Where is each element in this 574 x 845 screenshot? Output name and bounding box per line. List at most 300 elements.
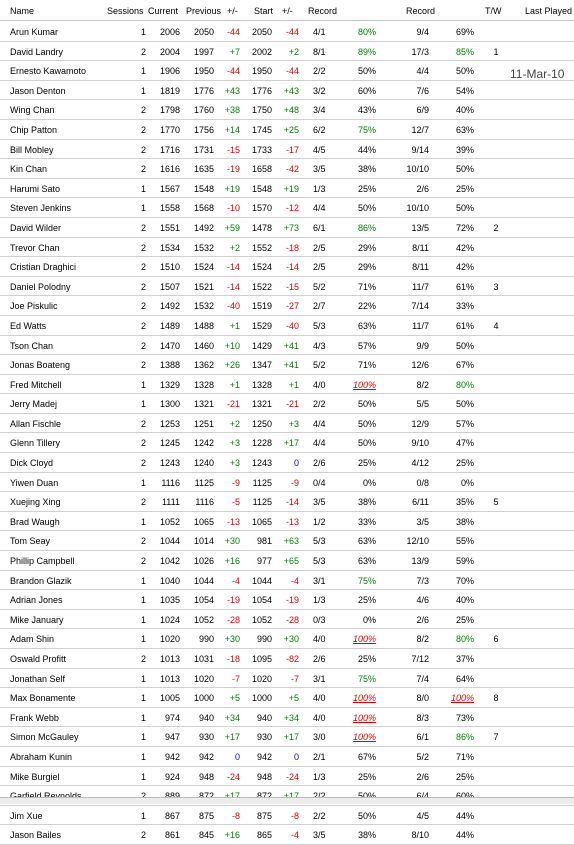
- delta-start-cell: -40: [285, 320, 299, 331]
- current-rating-cell: 1534: [159, 242, 180, 253]
- table-row[interactable]: [0, 649, 574, 669]
- previous-rating-cell: 1731: [193, 144, 214, 155]
- current-rating-cell: 1116: [161, 477, 180, 488]
- sessions-cell: 1: [140, 399, 146, 410]
- overall-pct-cell: 33%: [455, 301, 474, 312]
- overall-record-cell: 8/3: [416, 712, 429, 723]
- start-rating-cell: 1243: [251, 458, 272, 469]
- session-record-cell: 0/4: [313, 477, 326, 488]
- overall-pct-cell: 25%: [455, 458, 474, 469]
- overall-record-cell: 7/14: [411, 301, 429, 312]
- player-name: Jason Denton: [10, 85, 66, 96]
- overall-record-cell: 3/5: [416, 516, 429, 527]
- session-record-cell: 3/4: [313, 105, 326, 116]
- start-rating-cell: 1519: [251, 301, 272, 312]
- previous-rating-cell: 1460: [193, 340, 214, 351]
- delta-previous-cell: -21: [226, 399, 240, 410]
- sessions-cell: 1: [140, 732, 146, 743]
- overall-pct-cell: 57%: [455, 418, 474, 429]
- delta-start-cell: +73: [283, 222, 299, 233]
- current-rating-cell: 1024: [159, 614, 180, 625]
- overall-record-cell: 17/3: [411, 46, 429, 57]
- session-record-cell: 5/3: [313, 536, 326, 547]
- session-record-cell: 2/2: [313, 399, 326, 410]
- overall-pct-cell: 25%: [455, 183, 474, 194]
- overall-record-cell: 7/4: [416, 673, 429, 684]
- table-row[interactable]: [0, 571, 574, 591]
- table-row[interactable]: [0, 81, 574, 101]
- session-pct-cell: 75%: [357, 124, 376, 135]
- overall-record-cell: 4/6: [416, 595, 429, 606]
- session-record-cell: 3/5: [313, 497, 326, 508]
- col-record1[interactable]: Record: [308, 6, 338, 16]
- previous-rating-cell: 1492: [193, 222, 214, 233]
- delta-start-cell: -17: [285, 144, 299, 155]
- delta-start-cell: +63: [283, 536, 299, 547]
- player-name: Tom Seay: [10, 536, 51, 547]
- player-name: Allan Fischle: [10, 418, 62, 429]
- overall-record-cell: 4/4: [416, 66, 429, 77]
- delta-previous-cell: -19: [226, 595, 240, 606]
- table-row[interactable]: [0, 414, 574, 434]
- tw-cell: 4: [493, 320, 499, 331]
- overall-pct-cell: 73%: [455, 712, 474, 723]
- table-row[interactable]: [0, 551, 574, 571]
- previous-rating-cell: 1052: [193, 614, 214, 625]
- col-previous[interactable]: Previous: [186, 6, 222, 16]
- table-row[interactable]: [0, 375, 574, 395]
- overall-record-cell: 2/6: [416, 614, 429, 625]
- delta-previous-cell: +14: [224, 124, 240, 135]
- session-record-cell: 3/0: [313, 732, 326, 743]
- start-rating-cell: 865: [256, 830, 272, 841]
- overall-pct-cell: 40%: [455, 595, 474, 606]
- tw-cell: 8: [493, 693, 499, 704]
- overall-pct-cell: 80%: [455, 379, 474, 390]
- table-row[interactable]: [0, 512, 574, 532]
- current-rating-cell: 942: [164, 751, 180, 762]
- overall-pct-cell: 54%: [455, 85, 474, 96]
- overall-record-cell: 12/10: [406, 536, 429, 547]
- table-row[interactable]: [0, 22, 574, 42]
- session-pct-cell: 71%: [357, 360, 376, 371]
- player-name: Trevor Chan: [10, 242, 60, 253]
- delta-previous-cell: +17: [224, 732, 240, 743]
- current-rating-cell: 1567: [159, 183, 180, 194]
- overall-record-cell: 5/2: [416, 751, 429, 762]
- table-row[interactable]: [0, 825, 574, 845]
- table-row[interactable]: [0, 669, 574, 689]
- previous-rating-cell: 1125: [194, 477, 214, 488]
- previous-rating-cell: 1568: [193, 203, 214, 214]
- overall-pct-cell: 69%: [455, 27, 474, 37]
- table-row[interactable]: [0, 100, 574, 120]
- current-rating-cell: 1819: [159, 85, 180, 96]
- table-body: [0, 22, 574, 845]
- session-record-cell: 5/2: [313, 281, 326, 292]
- overall-record-cell: 2/6: [416, 771, 429, 782]
- previous-rating-cell: 1031: [193, 654, 214, 664]
- session-record-cell: 4/1: [313, 27, 326, 37]
- start-rating-cell: 1478: [251, 222, 272, 233]
- start-rating-cell: 1658: [251, 164, 272, 175]
- current-rating-cell: 1245: [159, 438, 180, 449]
- start-rating-cell: 1745: [251, 124, 272, 135]
- col-delta1[interactable]: +/-: [227, 6, 238, 16]
- current-rating-cell: 1040: [159, 575, 180, 586]
- overall-record-cell: 12/9: [411, 418, 429, 429]
- delta-previous-cell: +30: [224, 536, 240, 547]
- sessions-cell: 1: [140, 203, 146, 214]
- session-record-cell: 1/3: [313, 595, 326, 606]
- delta-start-cell: +48: [283, 105, 299, 116]
- overall-record-cell: 10/10: [406, 164, 429, 175]
- table-row[interactable]: [0, 277, 574, 297]
- table-row[interactable]: [0, 629, 574, 649]
- table-row[interactable]: [0, 257, 574, 277]
- table-row[interactable]: [0, 473, 574, 493]
- overall-pct-cell: 44%: [455, 810, 474, 821]
- sessions-cell: 1: [140, 183, 146, 194]
- overall-record-cell: 8/11: [412, 262, 429, 273]
- delta-previous-cell: +16: [224, 830, 240, 841]
- table-row[interactable]: [0, 806, 574, 826]
- overall-pct-cell: 80%: [455, 634, 474, 645]
- previous-rating-cell: 1116: [195, 497, 214, 508]
- overall-record-cell: 9/9: [416, 340, 429, 351]
- session-record-cell: 6/2: [313, 124, 326, 135]
- player-name: Frank Webb: [10, 712, 59, 723]
- delta-start-cell: -27: [285, 301, 299, 312]
- session-pct-cell: 22%: [357, 301, 376, 312]
- table-row[interactable]: [0, 453, 574, 473]
- previous-rating-cell: 1020: [193, 673, 214, 684]
- previous-rating-cell: 1054: [193, 595, 214, 606]
- table-row[interactable]: [0, 492, 574, 512]
- previous-rating-cell: 1044: [193, 575, 214, 586]
- table-row[interactable]: [0, 238, 574, 258]
- session-pct-cell: 50%: [357, 203, 376, 214]
- delta-previous-cell: +16: [224, 556, 240, 567]
- overall-pct-cell: 40%: [455, 105, 474, 116]
- current-rating-cell: 1470: [159, 340, 180, 351]
- overall-pct-cell: 50%: [455, 66, 474, 77]
- session-pct-cell: 50%: [357, 399, 376, 410]
- current-rating-cell: 1042: [159, 556, 180, 567]
- delta-start-cell: -13: [285, 516, 299, 527]
- previous-rating-cell: 990: [198, 634, 214, 645]
- current-rating-cell: 2004: [159, 46, 180, 57]
- player-name: Daniel Polodny: [10, 281, 71, 292]
- tw-cell: 2: [493, 222, 499, 233]
- delta-previous-cell: +34: [224, 712, 240, 723]
- session-pct-cell: 50%: [357, 66, 376, 77]
- start-rating-cell: 1125: [252, 497, 272, 508]
- session-record-cell: 2/7: [313, 301, 326, 312]
- player-name: Tson Chan: [10, 340, 54, 351]
- table-row[interactable]: [0, 394, 574, 414]
- current-rating-cell: 1035: [159, 595, 180, 606]
- sessions-cell: 2: [140, 262, 146, 273]
- start-rating-cell: 2002: [251, 46, 272, 57]
- player-name: Yiwen Duan: [10, 477, 59, 488]
- player-name: Mike January: [10, 614, 64, 625]
- delta-previous-cell: +38: [224, 105, 240, 116]
- delta-start-cell: -24: [285, 771, 299, 782]
- sessions-cell: 2: [140, 497, 146, 508]
- sessions-cell: 1: [140, 810, 146, 821]
- start-rating-cell: 1522: [251, 281, 272, 292]
- start-rating-cell: 1776: [251, 85, 272, 96]
- start-rating-cell: 1529: [251, 320, 272, 331]
- current-rating-cell: 1510: [159, 262, 180, 273]
- sessions-cell: 2: [140, 222, 146, 233]
- previous-rating-cell: 942: [198, 751, 214, 762]
- table-row[interactable]: [0, 140, 574, 160]
- session-pct-cell: 100%: [352, 712, 376, 723]
- overall-pct-cell: 44%: [455, 830, 474, 841]
- table-row[interactable]: [0, 296, 574, 316]
- start-rating-cell: 990: [256, 634, 272, 645]
- previous-rating-cell: 1240: [193, 458, 214, 469]
- overall-pct-cell: 61%: [455, 320, 474, 331]
- delta-previous-cell: +10: [224, 340, 240, 351]
- delta-start-cell: -28: [285, 614, 299, 625]
- delta-previous-cell: +2: [229, 418, 240, 429]
- delta-previous-cell: +5: [229, 693, 240, 704]
- session-pct-cell: 38%: [357, 830, 376, 841]
- session-record-cell: 5/3: [313, 320, 326, 331]
- overall-pct-cell: 72%: [455, 222, 474, 233]
- player-name: Mike Burgiel: [10, 771, 60, 782]
- col-name[interactable]: Name: [10, 6, 35, 16]
- col-sessions[interactable]: Sessions: [107, 6, 144, 16]
- session-record-cell: 1/3: [313, 771, 326, 782]
- sessions-cell: 1: [140, 614, 146, 625]
- player-name: Joe Piskulic: [10, 301, 58, 312]
- session-pct-cell: 60%: [357, 85, 376, 96]
- session-record-cell: 3/5: [313, 164, 326, 175]
- sessions-cell: 1: [140, 693, 146, 704]
- table-row[interactable]: [0, 42, 574, 62]
- delta-start-cell: -14: [285, 497, 299, 508]
- col-last-played[interactable]: Last Played: [525, 6, 573, 16]
- session-pct-cell: 63%: [357, 536, 376, 547]
- col-current[interactable]: Current: [148, 6, 179, 16]
- sessions-cell: 1: [140, 673, 146, 684]
- session-record-cell: 4/4: [313, 438, 326, 449]
- table-row[interactable]: [0, 531, 574, 551]
- session-pct-cell: 57%: [357, 340, 376, 351]
- overall-pct-cell: 39%: [455, 144, 474, 155]
- delta-previous-cell: +2: [229, 242, 240, 253]
- session-pct-cell: 67%: [357, 751, 376, 762]
- delta-previous-cell: +30: [224, 634, 240, 645]
- table-row[interactable]: [0, 198, 574, 218]
- table-row[interactable]: [0, 61, 574, 81]
- previous-rating-cell: 1756: [193, 124, 214, 135]
- session-record-cell: 3/1: [313, 673, 326, 684]
- player-name: Chip Patton: [10, 124, 58, 135]
- table-row[interactable]: [0, 218, 574, 238]
- session-pct-cell: 29%: [357, 242, 376, 253]
- session-record-cell: 2/6: [313, 458, 326, 469]
- session-record-cell: 2/1: [313, 751, 326, 762]
- overall-pct-cell: 55%: [455, 536, 474, 547]
- session-record-cell: 0/3: [313, 614, 326, 625]
- start-rating-cell: 1250: [251, 418, 272, 429]
- col-record2[interactable]: Record: [406, 6, 436, 16]
- start-rating-cell: 930: [256, 732, 272, 743]
- sessions-cell: 2: [140, 458, 146, 469]
- previous-rating-cell: 1488: [193, 320, 214, 331]
- overall-record-cell: 7/12: [411, 654, 429, 664]
- session-pct-cell: 50%: [357, 438, 376, 449]
- sessions-cell: 1: [140, 379, 146, 390]
- table-row[interactable]: [0, 727, 574, 747]
- session-pct-cell: 43%: [357, 105, 376, 116]
- table-row[interactable]: [0, 159, 574, 179]
- overall-pct-cell: 38%: [455, 516, 474, 527]
- session-pct-cell: 100%: [352, 732, 376, 743]
- player-name: Arun Kumar: [10, 27, 59, 37]
- delta-previous-cell: -10: [226, 203, 240, 214]
- overall-pct-cell: 25%: [455, 771, 474, 782]
- current-rating-cell: 1052: [159, 516, 180, 527]
- current-rating-cell: 2006: [159, 27, 180, 37]
- start-rating-cell: 977: [256, 556, 272, 567]
- current-rating-cell: 1558: [159, 203, 180, 214]
- previous-rating-cell: 930: [198, 732, 214, 743]
- col-start[interactable]: Start: [254, 6, 274, 16]
- current-rating-cell: 1716: [159, 144, 180, 155]
- start-rating-cell: 1095: [251, 654, 272, 664]
- delta-previous-cell: +3: [229, 458, 240, 469]
- delta-start-cell: -42: [285, 164, 299, 175]
- overall-pct-cell: 64%: [455, 673, 474, 684]
- delta-start-cell: -9: [290, 477, 299, 488]
- current-rating-cell: 1329: [159, 379, 180, 390]
- overall-pct-cell: 86%: [455, 732, 474, 743]
- previous-rating-cell: 1997: [193, 46, 214, 57]
- start-rating-cell: 1044: [251, 575, 272, 586]
- delta-start-cell: +3: [288, 418, 299, 429]
- sessions-cell: 2: [140, 242, 146, 253]
- player-name: Jim Xue: [10, 810, 43, 821]
- table-row[interactable]: [0, 433, 574, 453]
- player-name: Brad Waugh: [10, 516, 60, 527]
- overall-record-cell: 8/10: [411, 830, 429, 841]
- table-row[interactable]: [0, 590, 574, 610]
- player-name: Jason Bailes: [10, 830, 62, 841]
- session-pct-cell: 0%: [362, 614, 376, 625]
- col-delta2[interactable]: +/-: [282, 6, 293, 16]
- tw-cell: 7: [493, 732, 499, 743]
- current-rating-cell: 1489: [159, 320, 180, 331]
- delta-start-cell: 0: [293, 458, 299, 469]
- overall-record-cell: 12/7: [411, 124, 429, 135]
- player-name: Glenn Tillery: [10, 438, 61, 449]
- delta-start-cell: -14: [285, 262, 299, 273]
- player-name: Fred Mitchell: [10, 379, 62, 390]
- previous-rating-cell: 1760: [193, 105, 214, 116]
- sessions-cell: 2: [140, 556, 146, 567]
- previous-rating-cell: 1362: [193, 360, 214, 371]
- delta-start-cell: +30: [283, 634, 299, 645]
- delta-start-cell: +1: [288, 379, 299, 390]
- col-tw[interactable]: T/W: [485, 6, 502, 16]
- table-row[interactable]: [0, 767, 574, 787]
- player-name: David Wilder: [10, 222, 62, 233]
- delta-start-cell: +65: [283, 556, 299, 567]
- table-row[interactable]: [0, 120, 574, 140]
- delta-start-cell: +34: [283, 712, 299, 723]
- delta-previous-cell: -4: [231, 575, 240, 586]
- table-row[interactable]: [0, 316, 574, 336]
- overall-record-cell: 8/2: [416, 634, 429, 645]
- previous-rating-cell: 1950: [193, 66, 214, 77]
- sessions-cell: 2: [140, 105, 146, 116]
- table-row[interactable]: [0, 747, 574, 767]
- session-pct-cell: 80%: [357, 27, 376, 37]
- session-pct-cell: 38%: [357, 164, 376, 175]
- player-name: Ernesto Kawamoto: [10, 66, 87, 77]
- tw-cell: 3: [493, 281, 499, 292]
- previous-rating-cell: 845: [198, 830, 214, 841]
- sessions-cell: 2: [140, 301, 146, 312]
- sessions-cell: 2: [140, 124, 146, 135]
- delta-start-cell: +17: [283, 438, 299, 449]
- delta-start-cell: +2: [288, 46, 299, 57]
- player-name: Dick Cloyd: [10, 458, 54, 469]
- start-rating-cell: 948: [256, 771, 272, 782]
- overall-pct-cell: 25%: [455, 614, 474, 625]
- start-rating-cell: 1000: [251, 693, 272, 704]
- table-row[interactable]: [0, 708, 574, 728]
- delta-start-cell: +41: [283, 360, 299, 371]
- delta-previous-cell: -40: [226, 301, 240, 312]
- player-name: David Landry: [10, 46, 64, 57]
- previous-rating-cell: 1548: [193, 183, 214, 194]
- overall-record-cell: 8/0: [416, 693, 429, 704]
- current-rating-cell: 1770: [159, 124, 180, 135]
- table-row[interactable]: [0, 179, 574, 199]
- current-rating-cell: 1044: [159, 536, 180, 547]
- overall-record-cell: 2/6: [416, 183, 429, 194]
- overall-pct-cell: 70%: [455, 575, 474, 586]
- delta-previous-cell: -24: [226, 771, 240, 782]
- start-rating-cell: 1347: [251, 360, 272, 371]
- horizontal-scrollbar[interactable]: [0, 797, 574, 804]
- start-rating-cell: 1125: [252, 477, 272, 488]
- session-record-cell: 3/2: [313, 85, 326, 96]
- table-row[interactable]: [0, 610, 574, 630]
- session-pct-cell: 33%: [357, 516, 376, 527]
- player-name: Ed Watts: [10, 320, 47, 331]
- current-rating-cell: 1616: [159, 164, 180, 175]
- table-row[interactable]: [0, 336, 574, 356]
- overall-record-cell: 11/7: [412, 281, 429, 292]
- delta-previous-cell: -8: [231, 810, 240, 821]
- table-row[interactable]: [0, 355, 574, 375]
- delta-previous-cell: -13: [226, 516, 240, 527]
- start-rating-cell: 981: [256, 536, 272, 547]
- session-record-cell: 4/0: [313, 693, 326, 704]
- player-name: Abraham Kunin: [10, 751, 73, 762]
- session-pct-cell: 25%: [357, 771, 376, 782]
- delta-previous-cell: -15: [226, 144, 240, 155]
- table-row[interactable]: [0, 688, 574, 708]
